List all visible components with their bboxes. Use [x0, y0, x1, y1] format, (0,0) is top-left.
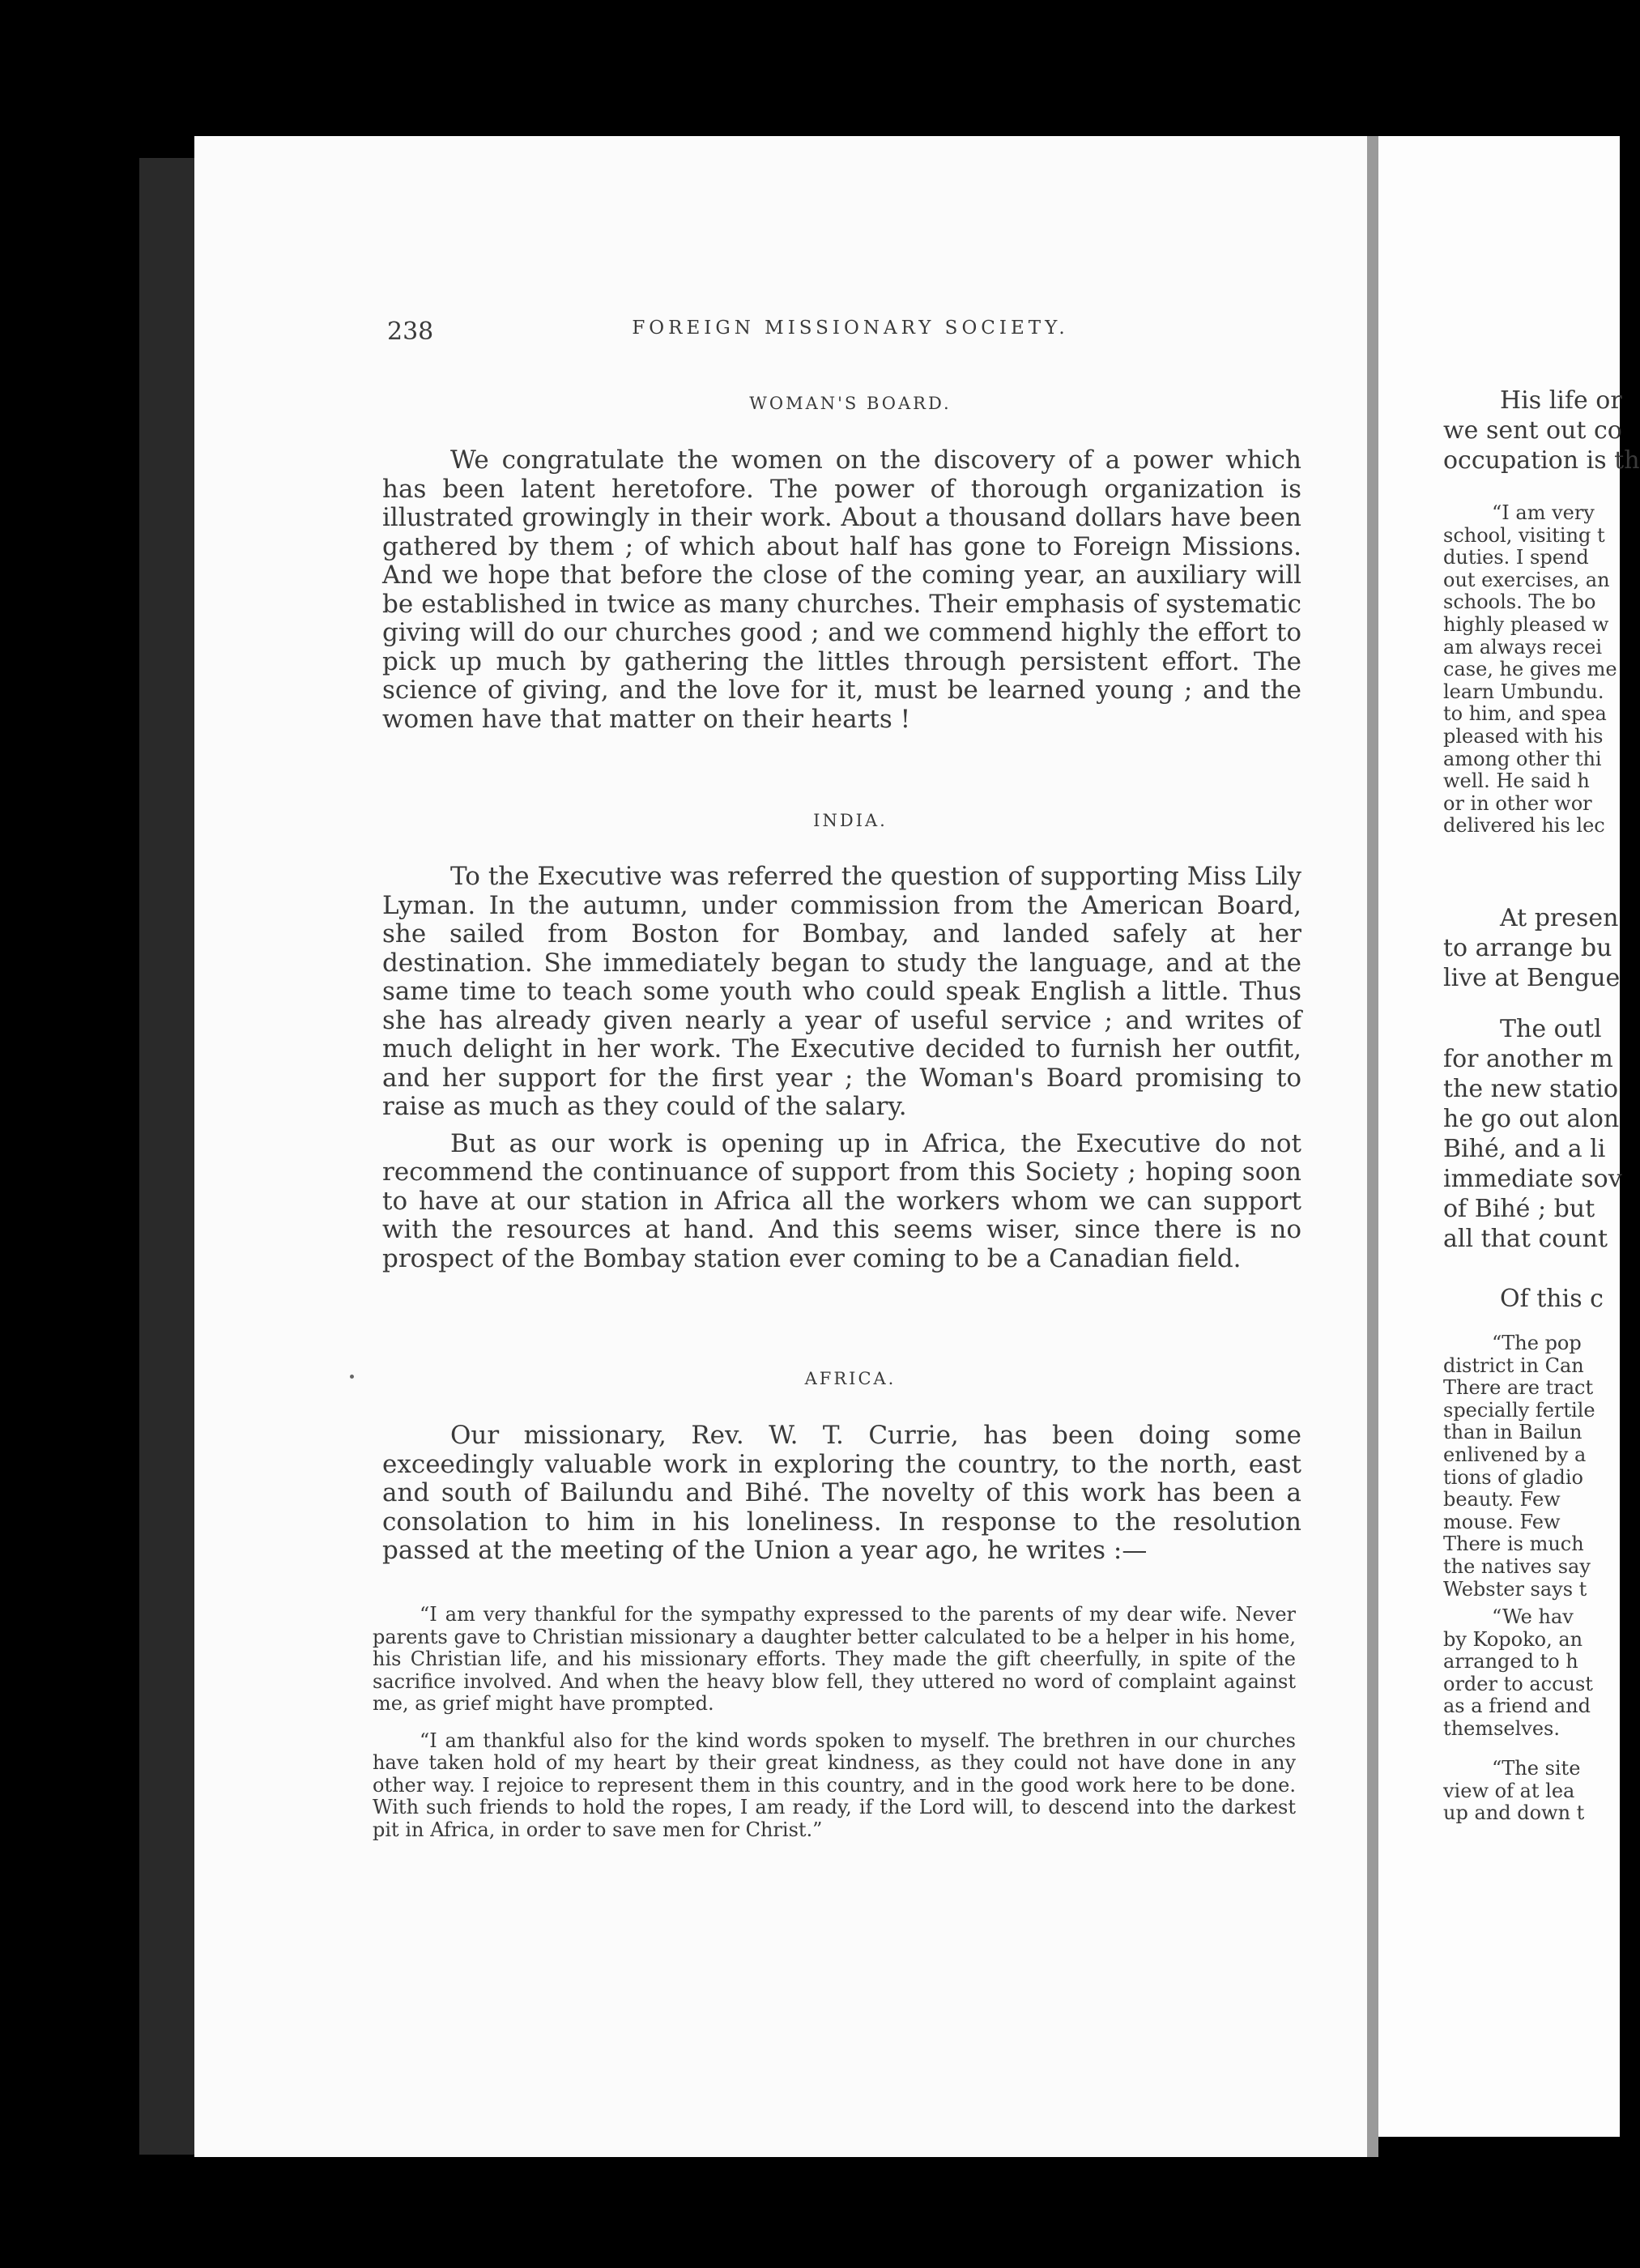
- text-line: The outl: [1500, 1015, 1602, 1043]
- right-page-block-6: [1443, 1332, 1629, 1601]
- text-line: the natives say: [1443, 1554, 1591, 1578]
- text-line: delivered his lec: [1443, 814, 1605, 838]
- text-line: the new statio: [1443, 1075, 1619, 1103]
- text-line: district in Can: [1443, 1354, 1584, 1377]
- text-line: case, he gives me: [1443, 658, 1617, 681]
- text-line: immediate sov: [1443, 1165, 1622, 1193]
- text-line: Of this c: [1500, 1285, 1604, 1313]
- quote-paragraph: “I am thankful also for the kind words spoken to myself. The brethren in our churches have taken hold of my heart by their great kindness, as they could not have done in any other way. I rejoice to represent them in this country, and in the good work here to be done. With such friends to hold the ropes, I am ready, if the Lord will, to descend into the darkest pit in Africa, in order to save men for Christ.”: [373, 1729, 1296, 1841]
- text-line: all that count: [1443, 1225, 1608, 1253]
- text-line: up and down t: [1443, 1801, 1585, 1825]
- right-page-block-2: [1443, 502, 1629, 838]
- text-line: His life or: [1500, 386, 1622, 415]
- text-line: out exercises, an: [1443, 568, 1610, 591]
- paper-speck: [350, 1375, 354, 1379]
- paragraph: To the Executive was referred the question of supporting Miss Lily Lyman. In the autumn, under commission from the American Board, she sailed from Boston for Bombay, and landed safely at her destination. She immediately began to study the language, and at the same time to teach some youth who could speak English a little. Thus she has already given nearly a year of useful service ; and writes of much delight in her work. The Executive decided to furnish her outfit, and her support for the first year ; the Woman's Board promising to raise as much as they could of the salary.: [382, 862, 1301, 1121]
- text-line: highly pleased w: [1443, 612, 1609, 636]
- text-line: by Kopoko, an: [1443, 1627, 1583, 1651]
- text-line: among other thi: [1443, 747, 1602, 770]
- text-line: At presen: [1500, 904, 1619, 932]
- right-page-block-4: [1443, 1014, 1629, 1254]
- right-page-block-5: [1443, 1284, 1629, 1314]
- text-line: he go out alon: [1443, 1105, 1620, 1133]
- text-line: for another m: [1443, 1045, 1613, 1073]
- paragraph: We congratulate the women on the discovery of a power which has been latent heretofore. The power of thorough organization is illustrated growingly in their work. About a thousand dollars have been gathered by them ; of which about half has gone to Foreign Missions. And we hope that before the close of the coming year, an auxiliary will be established in twice as many churches. Their emphasis of systematic giving will do our churches good ; and we commend highly the effort to pick up much by gathering the littles through persistent effort. The science of giving, and the love for it, must be learned young ; and the women have that matter on their hearts !: [382, 446, 1301, 734]
- text-line: “The site: [1492, 1757, 1581, 1780]
- right-page-block-7: [1443, 1606, 1629, 1741]
- section-heading-womans-board: WOMAN'S BOARD.: [749, 394, 952, 413]
- text-line: school, visiting t: [1443, 523, 1605, 547]
- text-line: of Bihé ; but: [1443, 1195, 1595, 1223]
- page-number: 238: [387, 318, 434, 346]
- text-line: duties. I spend: [1443, 546, 1589, 569]
- section-heading-india: INDIA.: [813, 811, 888, 830]
- text-line: There is much: [1443, 1533, 1584, 1556]
- text-line: arranged to h: [1443, 1650, 1578, 1673]
- text-line: beauty. Few: [1443, 1488, 1561, 1511]
- quote-paragraph: “I am very thankful for the sympathy expressed to the parents of my dear wife. Never parents gave to Christian missionary a daughter better calculated to be a helper in his home, his Christian life, and his missionary efforts. They made the gift cheerfully, in spite of the sacrifice involved. And when the heavy blow fell, they uttered no word of complaint against me, as grief might have prompted.: [373, 1603, 1296, 1715]
- text-line: schools. The bo: [1443, 590, 1596, 614]
- text-line: than in Bailun: [1443, 1421, 1582, 1444]
- text-line: mouse. Few: [1443, 1510, 1561, 1533]
- text-line: “We hav: [1492, 1605, 1574, 1628]
- paragraph: Our missionary, Rev. W. T. Currie, has been doing some exceedingly valuable work in exploring the country, to the north, east and south of Bailundu and Bihé. The novelty of this work has been a consolation to him in his loneliness. In response to the resolution passed at the meeting of the Union a year ago, he writes :—: [382, 1421, 1301, 1565]
- text-line: we sent out co: [1443, 416, 1622, 445]
- right-page-block-1: [1443, 386, 1640, 475]
- text-line: specially fertile: [1443, 1398, 1595, 1422]
- text-line: view of at lea: [1443, 1779, 1575, 1802]
- book-spine: [139, 158, 198, 2155]
- section-heading-africa: AFRICA.: [804, 1369, 897, 1388]
- text-line: or in other wor: [1443, 791, 1592, 815]
- text-line: live at Bengue: [1443, 964, 1621, 992]
- text-line: “The pop: [1492, 1332, 1582, 1354]
- page-gutter: [1367, 136, 1378, 2157]
- text-line: learn Umbundu.: [1443, 680, 1604, 703]
- text-line: themselves.: [1443, 1716, 1560, 1740]
- africa-letter-quote: [373, 1604, 1296, 1856]
- text-line: am always recei: [1443, 635, 1603, 659]
- africa-body: [382, 1422, 1301, 1566]
- right-page-block-3: [1443, 903, 1629, 993]
- right-page-block-8: [1443, 1758, 1629, 1825]
- india-body: [382, 863, 1301, 1273]
- running-head: FOREIGN MISSIONARY SOCIETY.: [632, 318, 1069, 339]
- text-line: enlivened by a: [1443, 1443, 1587, 1466]
- text-line: “I am very: [1492, 501, 1595, 524]
- text-line: order to accust: [1443, 1672, 1593, 1695]
- text-line: as a friend and: [1443, 1695, 1591, 1718]
- text-line: to arrange bu: [1443, 934, 1612, 962]
- text-line: Webster says t: [1443, 1577, 1587, 1601]
- text-line: pleased with his: [1443, 724, 1604, 748]
- womans-board-body: [382, 446, 1301, 734]
- text-line: to him, and spea: [1443, 702, 1607, 726]
- paragraph: But as our work is opening up in Africa, the Executive do not recommend the continuance of support from this Society ; hoping soon to have at our station in Africa all the workers whom we can support with the resources at hand. And this seems wiser, since there is no prospect of the Bombay station ever coming to be a Canadian field.: [382, 1128, 1301, 1273]
- text-line: occupation is th: [1443, 446, 1640, 475]
- text-line: Bihé, and a li: [1443, 1135, 1606, 1163]
- text-line: There are tract: [1443, 1376, 1594, 1400]
- text-line: tions of gladio: [1443, 1465, 1583, 1489]
- text-line: well. He said h: [1443, 770, 1590, 793]
